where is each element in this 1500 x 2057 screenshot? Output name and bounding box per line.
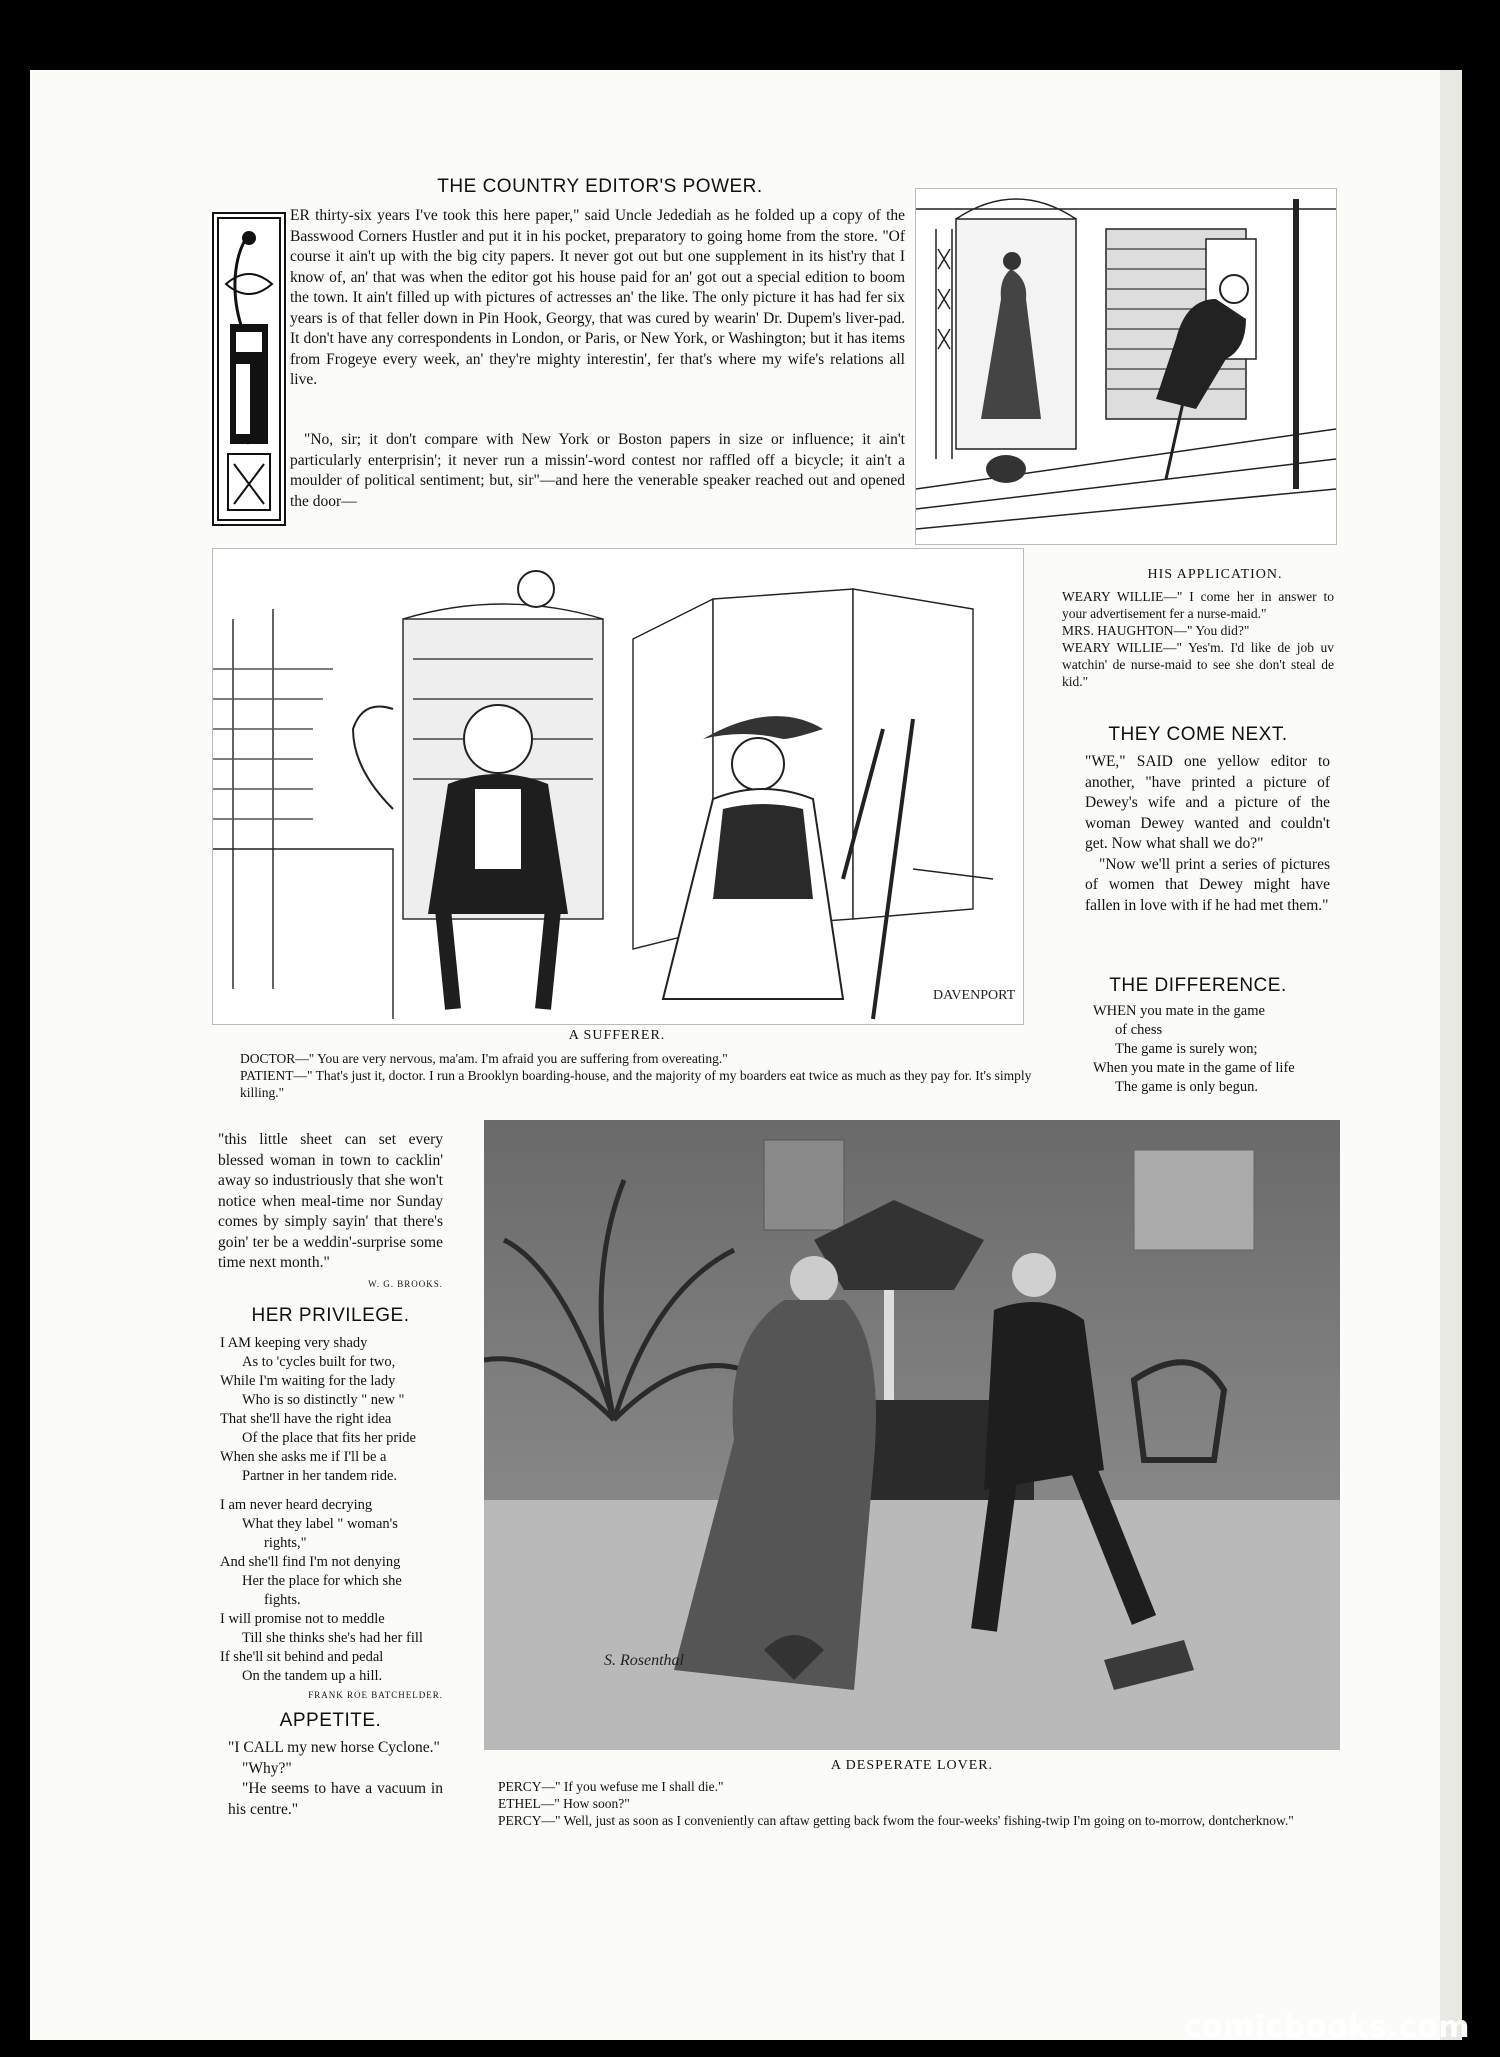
application-caption: HIS APPLICATION. [1147, 567, 1283, 582]
privilege-line: And she'll find I'm not denying [220, 1554, 401, 1570]
application-line-2: MRS. HAUGHTON—" You did?" [1062, 623, 1250, 638]
lover-dialogue [498, 1778, 1348, 1829]
privilege-line: rights," [264, 1535, 307, 1551]
privilege-line: I AM keeping very shady [220, 1335, 368, 1351]
privilege-line: As to 'cycles built for two, [242, 1354, 396, 1370]
privilege-title: HER PRIVILEGE. [251, 1305, 410, 1326]
next-page-edge [1440, 70, 1462, 2040]
editor-paragraph-3-box [218, 1130, 443, 1294]
appetite-line-3: "He seems to have a vacuum in his centre." [228, 1780, 443, 1818]
editor-paragraph-3: "this little sheet can set every blessed woman in town to cacklin' away so industriously that she won't notice when meal-time nor Sunday comes by simply sayin' that there's goin' ter be a weddin'-surprise some time next month." [218, 1131, 443, 1271]
privilege-line: While I'm waiting for the lady [220, 1373, 396, 1389]
his-application-illustration [915, 188, 1337, 545]
stanza-gap [220, 1486, 460, 1496]
privilege-line: I will promise not to meddle [220, 1611, 385, 1627]
difference-line: The game is surely won; [1115, 1041, 1258, 1057]
privilege-line: fights. [264, 1592, 301, 1608]
difference-line: of chess [1115, 1022, 1163, 1038]
editor-paragraph-2: "No, sir; it don't compare with New York or Boston papers in size or influence; it ain't particularly enterprisin'; it never run a missin'-word contest nor raffled off a bicycle; it ain't a moulder of political sentiment; but, sir"—and here the venerable speaker reached out and opened the door— [290, 431, 905, 510]
privilege-line: On the tandem up a hill. [242, 1668, 383, 1684]
sufferer-line-patient: PATIENT—" That's just it, doctor. I run a Brooklyn boarding-house, and the majority of my boarders eat twice as much as they pay for. It's simply killing." [240, 1068, 1032, 1100]
next-paragraph-1: "WE," SAID one yellow editor to another, "have printed a picture of Dewey's wife and a picture of the woman Dewey wanted and couldn't get. Now what shall we do?" [1085, 753, 1330, 852]
sufferer-dialogue [240, 1050, 1070, 1101]
privilege-line: When she asks me if I'll be a [220, 1449, 387, 1465]
editor-paragraph-1-top [290, 206, 905, 391]
editor-paragraph-2-box [290, 430, 905, 512]
difference-line: The game is only begun. [1115, 1079, 1258, 1095]
privilege-line: If she'll sit behind and pedal [220, 1649, 384, 1665]
a-desperate-lover-illustration [484, 1120, 1340, 1750]
next-body [1085, 752, 1330, 916]
lover-line-percy-2: PERCY—" Well, just as soon as I conveniently can aftaw getting back fwom the four-weeks' fishing-twip I'm going on to-morrow, dontcherknow." [498, 1813, 1294, 1828]
difference-title: THE DIFFERENCE. [1109, 975, 1287, 996]
sufferer-caption: A SUFFERER. [568, 1028, 666, 1043]
editor-author: W. G. BROOKS. [368, 1278, 443, 1289]
privilege-line: Her the place for which she [242, 1573, 402, 1589]
privilege-line: Partner in her tandem ride. [242, 1468, 398, 1484]
lover-caption: A DESPERATE LOVER. [830, 1758, 994, 1773]
lover-artist-signature: S. Rosenthal [604, 1652, 684, 1669]
lover-line-ethel: ETHEL—" How soon?" [498, 1796, 630, 1811]
application-line-3: WEARY WILLIE—" Yes'm. I'd like de job uv watchin' de nurse-maid to see she don't steal de kid." [1062, 640, 1334, 689]
privilege-line: That she'll have the right idea [220, 1411, 392, 1427]
application-line-1: WEARY WILLIE—" I come her in answer to your advertisement fer a nurse-maid." [1062, 589, 1334, 621]
privilege-line: Till she thinks she's had her fill [242, 1630, 423, 1646]
privilege-line: Who is so distinctly " new " [242, 1392, 405, 1408]
sufferer-line-doctor: DOCTOR—" You are very nervous, ma'am. I'm afraid you are suffering from overeating." [240, 1051, 728, 1066]
privilege-poem [220, 1334, 460, 1686]
next-title: THEY COME NEXT. [1108, 724, 1288, 745]
a-sufferer-illustration [212, 548, 1024, 1025]
privilege-line: Of the place that fits her pride [242, 1430, 416, 1446]
drop-cap-peacock-ornament [212, 212, 286, 526]
editor-paragraph-1: ER thirty-six years I've took this here paper," said Uncle Jedediah as he folded up a copy of the Basswood Corners Hustler and put it in his pocket, preparatory to going home from the store. "Of course it ain't up with the big city papers. It never got out but one supplement in its hist'ry that I know of, an' that was when the editor got his house paid for an' got out a special edition to boom the town. It ain't filled up with pictures of actresses an' the like. The only picture it has had fer six years is of that feller down in Pin Hook, Georgy, that was cured by wearin' Dr. Dupem's liver-pad. It don't have any correspondents in London, or Paris, or New York, or Washington; but it has items from Frogeye every week, an' they're mighty interestin', fer that's where my wife's relations all live. [290, 207, 905, 388]
lover-line-percy-1: PERCY—" If you wefuse me I shall die." [498, 1779, 724, 1794]
appetite-body [228, 1738, 443, 1820]
difference-poem [1093, 1002, 1343, 1097]
sufferer-artist-signature: DAVENPORT [933, 988, 1016, 1003]
difference-line: WHEN you mate in the game [1093, 1003, 1265, 1019]
application-dialogue [1062, 588, 1334, 690]
watermark: comicbooks.com [1183, 2010, 1470, 2045]
privilege-line: What they label " woman's [242, 1516, 398, 1532]
privilege-line: I am never heard decrying [220, 1497, 373, 1513]
next-paragraph-2: "Now we'll print a series of pictures of women that Dewey might have fallen in love with if he had met them." [1085, 855, 1330, 914]
appetite-line-1: "I CALL my new horse Cyclone." [228, 1739, 440, 1756]
editor-title: THE COUNTRY EDITOR'S POWER. [437, 176, 763, 197]
appetite-title: APPETITE. [279, 1710, 382, 1731]
privilege-author: FRANK ROE BATCHELDER. [308, 1690, 443, 1700]
difference-line: When you mate in the game of life [1093, 1060, 1295, 1076]
appetite-line-2: "Why?" [242, 1759, 292, 1777]
